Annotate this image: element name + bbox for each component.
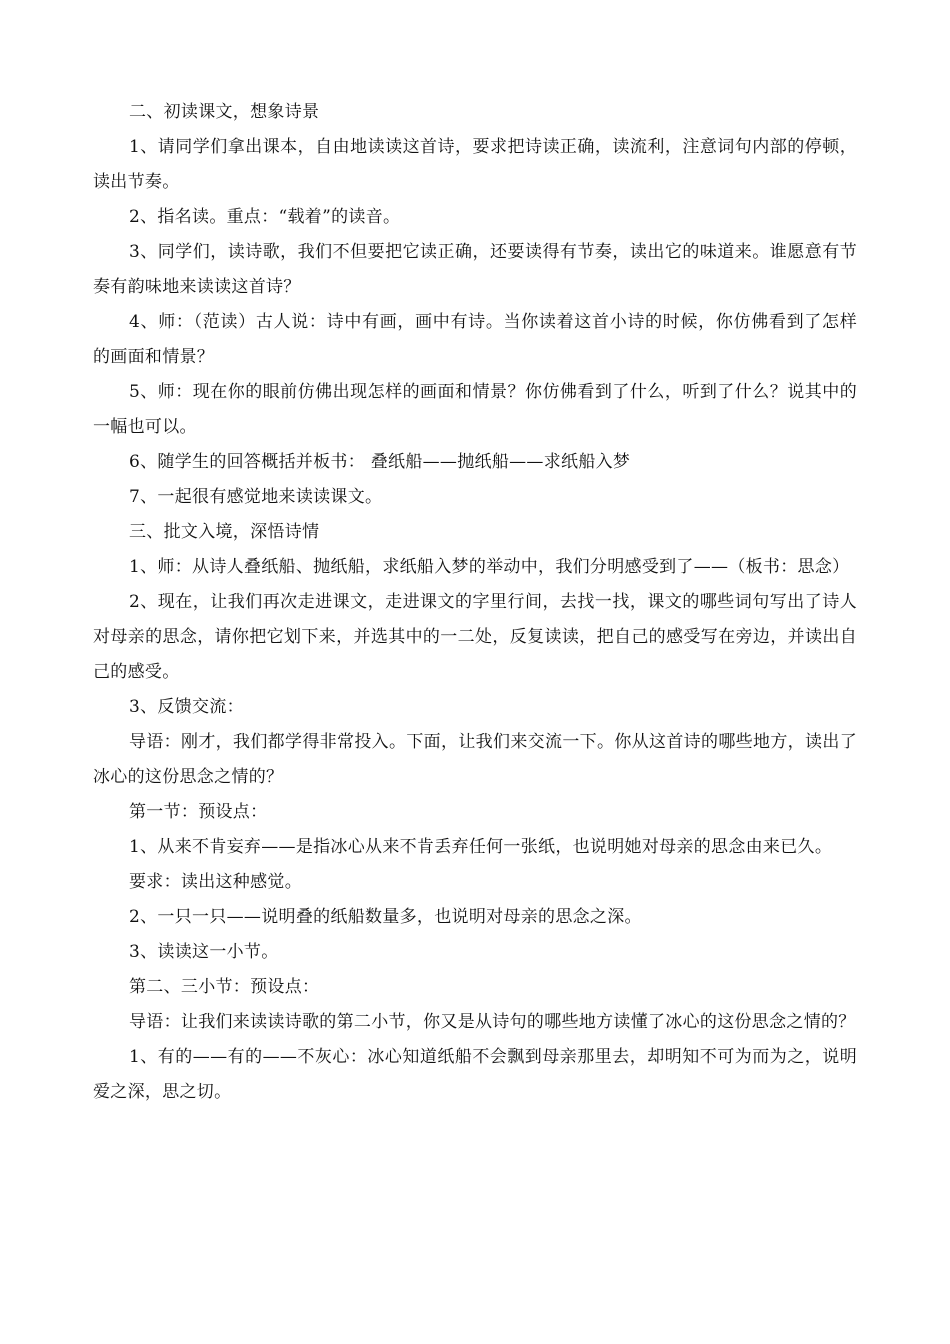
- paragraph: 5、师：现在你的眼前仿佛出现怎样的画面和情景？你仿佛看到了什么，听到了什么？说其中的一幅也可以。: [93, 382, 857, 437]
- paragraph: 导语：让我们来读读诗歌的第二小节，你又是从诗句的哪些地方读懂了冰心的这份思念之情的？: [129, 1012, 856, 1032]
- paragraph: 3、反馈交流：: [129, 697, 244, 717]
- subheading: 第一节：预设点：: [129, 802, 268, 822]
- paragraph: 要求：读出这种感觉。: [129, 872, 302, 892]
- paragraph: 导语：刚才，我们都学得非常投入。下面，让我们来交流一下。你从这首诗的哪些地方，读出了冰心的这份思念之情的？: [93, 732, 857, 787]
- paragraph: 2、一只一只——说明叠的纸船数量多，也说明对母亲的思念之深。: [129, 907, 642, 927]
- paragraph: 1、从来不肯妄弃——是指冰心从来不肯丢弃任何一张纸，也说明她对母亲的思念由来已久。: [129, 837, 833, 857]
- subheading: 第二、三小节：预设点：: [129, 977, 320, 997]
- paragraph: 2、现在，让我们再次走进课文，走进课文的字里行间，去找一找，课文的哪些词句写出了诗人对母亲的思念，请你把它划下来，并选其中的一二处，反复读读，把自己的感受写在旁边，并读出自己的感受。: [93, 592, 857, 682]
- section-heading-3: 三、批文入境，深悟诗情: [129, 522, 320, 542]
- paragraph: 3、同学们，读诗歌，我们不但要把它读正确，还要读得有节奏，读出它的味道来。谁愿意有节奏有韵味地来读读这首诗？: [93, 242, 857, 297]
- paragraph: 1、请同学们拿出课本，自由地读读这首诗，要求把诗读正确，读流利，注意词句内部的停顿，读出节奏。: [93, 137, 857, 192]
- paragraph: 4、师：（范读）古人说：诗中有画，画中有诗。当你读着这首小诗的时候，你仿佛看到了怎样的画面和情景？: [93, 312, 857, 367]
- paragraph: 1、师：从诗人叠纸船、抛纸船，求纸船入梦的举动中，我们分明感受到了——（板书：思念）: [129, 557, 850, 577]
- section-heading-2: 二、初读课文，想象诗景: [129, 102, 320, 122]
- paragraph: 7、一起很有感觉地来读读课文。: [129, 487, 383, 507]
- paragraph: 3、读读这一小节。: [129, 942, 279, 962]
- paragraph: 6、随学生的回答概括并板书： 叠纸船——抛纸船——求纸船入梦: [129, 452, 631, 472]
- paragraph: 2、指名读。重点：“载着”的读音。: [129, 207, 401, 227]
- paragraph: 1、有的——有的——不灰心：冰心知道纸船不会飘到母亲那里去，却明知不可为而为之，说明爱之深，思之切。: [93, 1047, 857, 1102]
